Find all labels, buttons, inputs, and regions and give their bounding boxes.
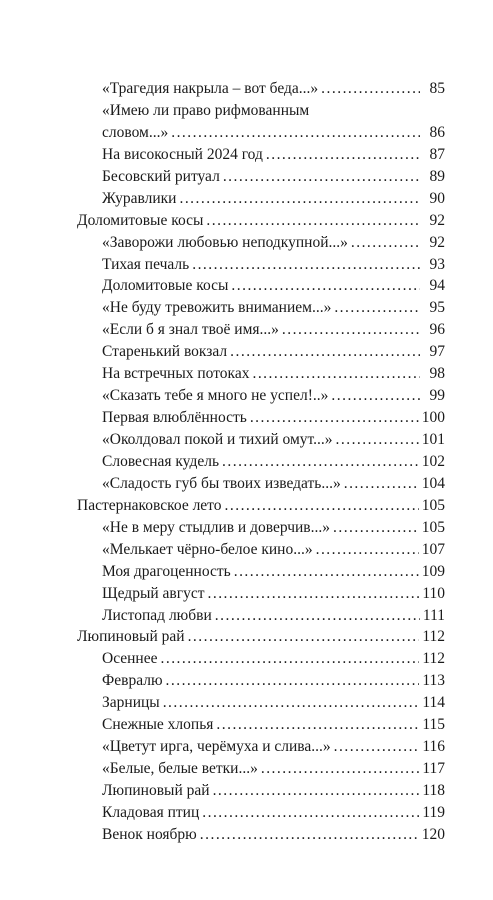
toc-entry-row [102, 166, 445, 188]
toc-entry[interactable] [102, 561, 493, 583]
toc-section[interactable] [77, 495, 493, 517]
toc-entry[interactable] [102, 824, 493, 846]
toc-entry-row [102, 144, 445, 166]
toc-entry[interactable] [102, 736, 493, 758]
dot-leader [250, 407, 419, 429]
toc-entry[interactable] [102, 758, 493, 780]
dot-leader [208, 583, 420, 605]
toc-entry-row [102, 561, 445, 583]
toc-entry-title: Моя драгоценность [102, 562, 231, 580]
toc-entry-title: Люпиновый рай [102, 782, 210, 800]
toc-entry[interactable] [102, 407, 493, 429]
toc-entry-row [102, 451, 445, 473]
toc-entry-title: Старенький вокзал [102, 343, 228, 361]
toc-entry[interactable] [102, 802, 493, 824]
dot-leader [225, 495, 419, 517]
toc-entry-title: «Не буду тревожить вниманием...» [102, 299, 332, 317]
toc-page-number: 85 [429, 80, 445, 97]
toc-entry[interactable] [102, 780, 493, 802]
dot-leader [223, 166, 420, 188]
toc-entry-row [102, 605, 445, 627]
dot-leader [230, 341, 420, 363]
toc-page-number: 92 [429, 233, 445, 251]
dot-leader [334, 297, 420, 319]
toc-page-number: 120 [421, 825, 445, 843]
toc-page-number: 112 [422, 650, 445, 668]
toc-page-number: 95 [429, 299, 445, 317]
dot-leader [188, 626, 420, 648]
toc-entry-title: На високосный 2024 год [102, 145, 263, 163]
toc-entry[interactable] [102, 714, 493, 736]
toc-entry-title: Доломитовые косы [102, 277, 229, 295]
toc-entry[interactable] [102, 429, 493, 451]
toc-entry-row [102, 363, 445, 385]
toc-entry-row [102, 670, 445, 692]
dot-leader [282, 319, 420, 341]
toc-entry[interactable] [102, 144, 493, 166]
toc-entry-row [102, 254, 445, 276]
dot-leader [206, 210, 420, 232]
toc-entry-row [102, 824, 445, 846]
toc-entry-row [102, 780, 445, 802]
toc-page-number: 118 [422, 782, 445, 800]
toc-entry-row [102, 341, 445, 363]
toc-entry-row [102, 319, 445, 341]
dot-leader [222, 451, 419, 473]
toc-entry[interactable] [102, 517, 493, 539]
toc-entry-title: Венок ноябрю [102, 825, 197, 843]
toc-page-number: 104 [421, 474, 445, 492]
toc-entry-title: Доломитовые косы [77, 211, 204, 229]
toc-entry[interactable] [102, 78, 493, 100]
toc-page-number: 105 [421, 496, 445, 514]
toc-entry[interactable] [102, 385, 493, 407]
toc-entry-row [102, 692, 445, 714]
toc-entry-title: Журавлики [102, 189, 177, 207]
dot-leader [333, 517, 419, 539]
toc-entry[interactable] [102, 605, 493, 627]
toc-page-number: 119 [422, 803, 445, 821]
dot-leader [216, 714, 419, 736]
toc-entry-row [77, 210, 445, 232]
dot-leader [234, 561, 419, 583]
toc-entry-row [102, 583, 445, 605]
toc-entry[interactable] [102, 692, 493, 714]
toc-page-number: 99 [429, 387, 445, 405]
dot-leader [202, 802, 419, 824]
toc-entry[interactable] [102, 670, 493, 692]
toc-page-number: 114 [422, 694, 445, 712]
toc-page-number: 98 [429, 365, 445, 383]
toc-entry[interactable] [102, 166, 493, 188]
toc-entry[interactable] [102, 232, 493, 254]
toc-entry-row [102, 736, 445, 758]
toc-entry-row [102, 802, 445, 824]
toc-entry-title: «Трагедия накрыла – вот беда...» [102, 80, 319, 97]
dot-leader [161, 648, 420, 670]
toc-entry-row [102, 714, 445, 736]
toc-entry-row [77, 626, 445, 648]
dot-leader [344, 473, 419, 495]
toc-entry-title: «Сладость губ бы твоих изведать...» [102, 474, 341, 492]
toc-entry[interactable] [102, 319, 493, 341]
toc-page-number: 113 [422, 672, 445, 690]
toc-page-number: 110 [422, 584, 445, 602]
toc-entry-title: «Не в меру стыдлив и доверчив...» [102, 518, 330, 536]
toc-page-number: 109 [421, 562, 445, 580]
toc-entry-row [102, 385, 445, 407]
toc-entry-title: «Цветут ирга, черёмуха и слива...» [102, 738, 331, 756]
dot-leader [351, 232, 420, 254]
toc-entry-title: Щедрый август [102, 584, 205, 602]
dot-leader [163, 692, 420, 714]
toc-entry-title: На встречных потоках [102, 365, 250, 383]
toc-page-number: 96 [429, 321, 445, 339]
dot-leader [336, 429, 419, 451]
toc-entry-row [102, 429, 445, 451]
toc-entry-row [102, 122, 445, 144]
toc-entry-row [102, 539, 445, 561]
toc-entry[interactable] [102, 188, 493, 210]
toc-page-number: 92 [429, 211, 445, 229]
toc-entry-title: Словесная кудель [102, 452, 220, 470]
toc-page-number: 111 [422, 606, 445, 624]
toc-entry-title: Бесовский ритуал [102, 167, 220, 185]
toc-entry-row [102, 407, 445, 429]
toc-entry-row [102, 188, 445, 210]
toc-entry-row [102, 297, 445, 319]
toc-entry[interactable] [102, 254, 493, 276]
toc-entry-row [102, 648, 445, 670]
toc-page-number: 116 [422, 738, 445, 756]
toc-page-number: 89 [429, 167, 445, 185]
toc-entry-title: «Белые, белые ветки...» [102, 760, 258, 778]
toc-entry-row [102, 758, 445, 780]
dot-leader [166, 670, 420, 692]
dot-leader [171, 122, 420, 144]
dot-leader [266, 144, 420, 166]
toc-entry[interactable] [102, 363, 493, 385]
toc-entry-title: Зарницы [102, 694, 160, 712]
toc-entry-row [102, 275, 445, 297]
dot-leader [252, 363, 420, 385]
toc-entry[interactable] [102, 297, 493, 319]
toc-page-number: 102 [421, 452, 445, 470]
toc-page-number: 100 [421, 409, 445, 427]
toc-entry-title: Осеннее [102, 650, 158, 668]
table-of-contents [0, 78, 493, 846]
dot-leader [331, 385, 420, 407]
toc-entry[interactable] [102, 341, 493, 363]
toc-page-number: 115 [422, 716, 445, 734]
dot-leader [334, 736, 420, 758]
dot-leader [200, 824, 419, 846]
toc-entry[interactable] [102, 473, 493, 495]
toc-section[interactable] [77, 210, 493, 232]
toc-entry-title: Тихая печаль [102, 255, 190, 273]
toc-entry-title: Листопад любви [102, 606, 212, 624]
dot-leader [215, 605, 420, 627]
dot-leader [321, 78, 420, 100]
dot-leader [192, 254, 420, 276]
toc-entry-row [102, 78, 445, 100]
toc-page-number: 112 [422, 628, 445, 646]
toc-page-number: 86 [429, 123, 445, 141]
toc-entry[interactable] [102, 648, 493, 670]
toc-entry-row [102, 473, 445, 495]
toc-entry[interactable] [102, 583, 493, 605]
toc-page-number: 97 [429, 343, 445, 361]
toc-entry-title: «Сказать тебе я много не успел!..» [102, 387, 329, 405]
toc-entry-title: Кладовая птиц [102, 803, 200, 821]
toc-page-number: 105 [421, 518, 445, 536]
toc-entry-title: Люпиновый рай [77, 628, 185, 646]
toc-section[interactable] [77, 626, 493, 648]
toc-page-number: 101 [421, 431, 445, 449]
toc-entry-title: Снежные хлопья [102, 716, 214, 734]
toc-entry-title: словом...» [102, 123, 169, 141]
toc-entry-title: Первая влюблённость [102, 409, 247, 427]
toc-page-number: 107 [421, 540, 445, 558]
toc-page-number: 87 [429, 145, 445, 163]
toc-entry[interactable] [102, 275, 493, 297]
toc-entry-title-line1: «Имею ли право рифмованным [102, 101, 310, 119]
toc-page-number: 117 [422, 760, 445, 778]
toc-entry-title: «Мелькает чёрно-белое кино...» [102, 540, 313, 558]
toc-entry-row [102, 517, 445, 539]
toc-page-number: 93 [429, 255, 445, 273]
toc-entry-title: «Околдовал покой и тихий омут...» [102, 431, 333, 449]
toc-entry[interactable] [102, 451, 493, 473]
toc-entry-title: «Заворожи любовью неподкупной...» [102, 233, 348, 251]
dot-leader [316, 539, 419, 561]
toc-entry-title: Февралю [102, 672, 163, 690]
dot-leader [179, 188, 420, 210]
toc-entry-row [102, 232, 445, 254]
toc-entry-row [77, 495, 445, 517]
toc-entry[interactable] [102, 100, 493, 144]
dot-leader [261, 758, 419, 780]
dot-leader [213, 780, 420, 802]
toc-entry[interactable] [102, 539, 493, 561]
dot-leader [231, 275, 420, 297]
toc-page-number: 94 [429, 277, 445, 295]
toc-page-number: 90 [429, 189, 445, 207]
toc-entry-title: «Если б я знал твоё имя...» [102, 321, 279, 339]
toc-entry-title: Пастернаковское лето [77, 496, 222, 514]
